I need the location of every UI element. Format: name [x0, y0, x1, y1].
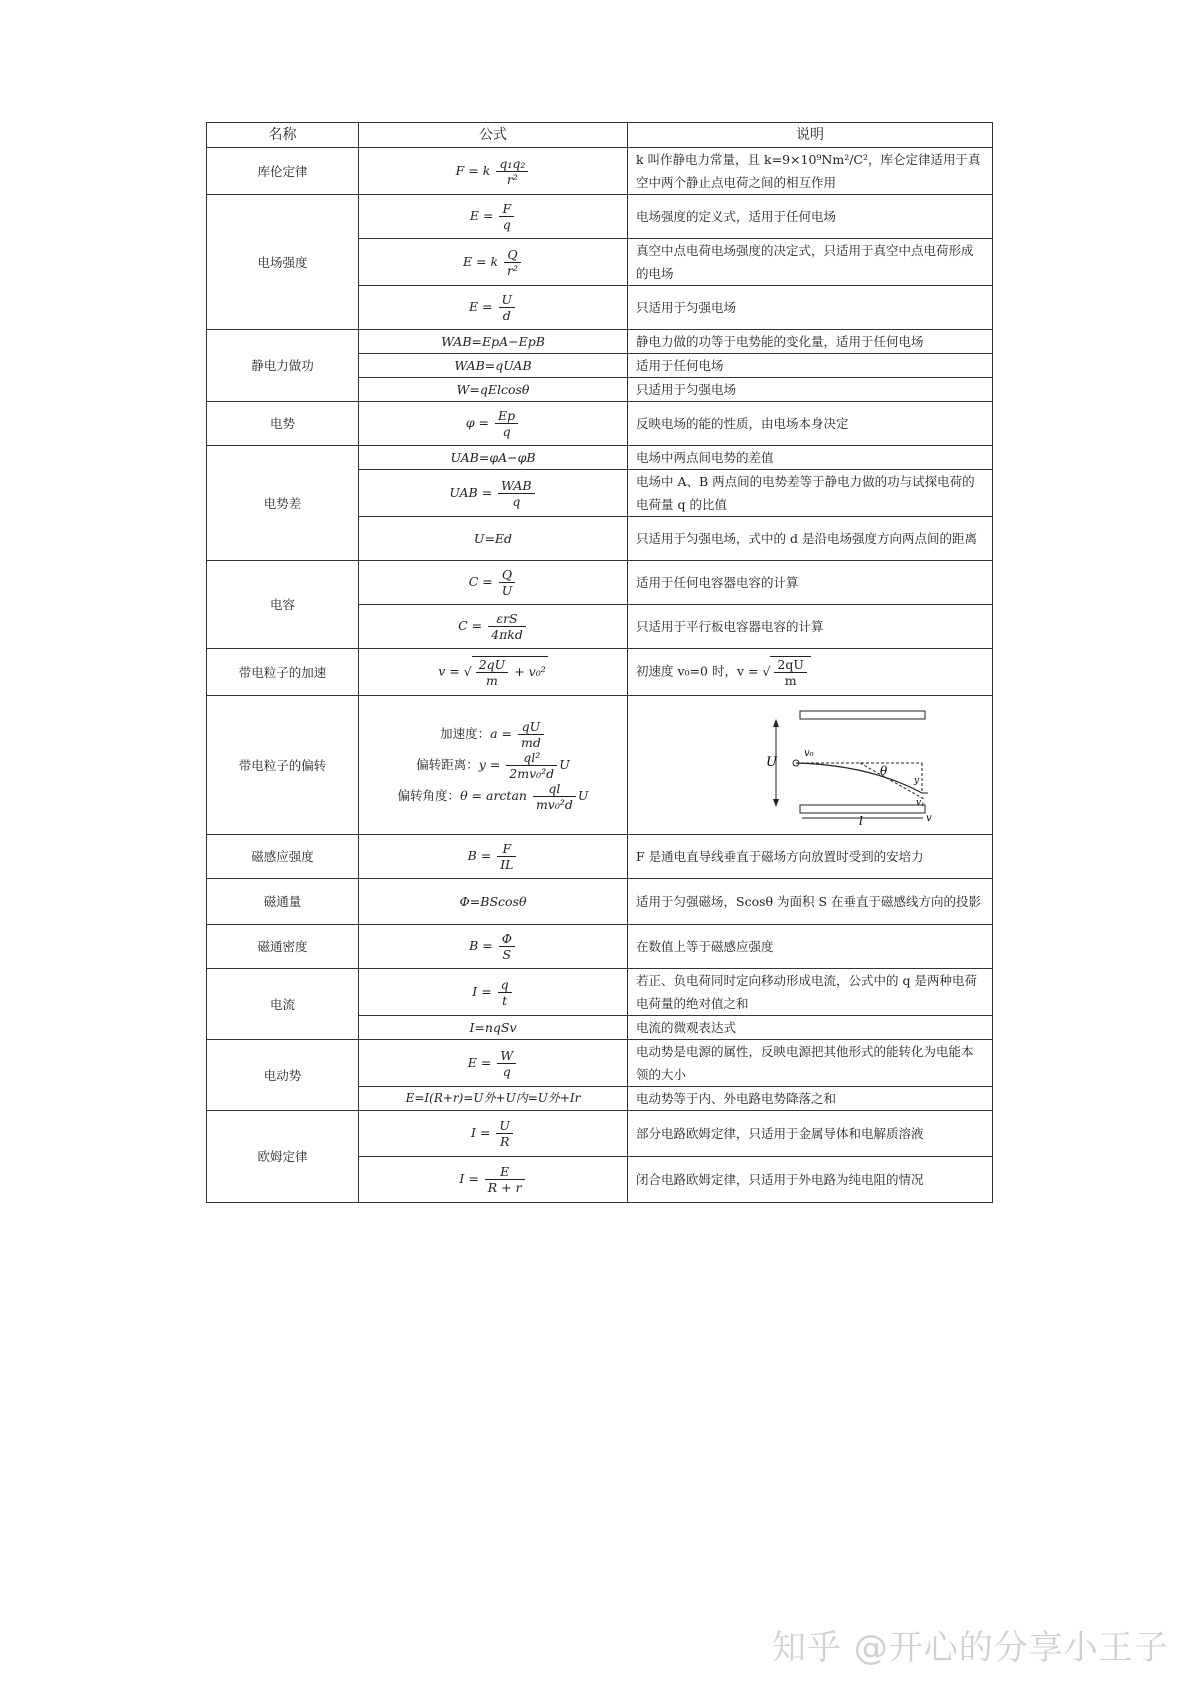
formula-lhs: E = [469, 208, 494, 223]
radicand [472, 656, 548, 688]
denominator: q [502, 424, 511, 439]
description-cell: 电场中 A、B 两点间的电势差等于静电力做的功与试探电荷的电荷量 q 的比值 [628, 470, 993, 517]
formula-tail: U [577, 787, 589, 803]
vy-label: vᵧ [916, 797, 925, 808]
formula-cell [359, 1040, 628, 1087]
v-label: v [926, 812, 932, 824]
denominator: 4πkd [491, 627, 523, 642]
table-row [207, 1111, 993, 1157]
y-label: y [914, 775, 920, 786]
description-cell: 真空中点电荷电场强度的决定式，只适用于真空中点电荷形成的电场 [628, 239, 993, 286]
table-row [207, 195, 993, 239]
fraction [498, 478, 534, 509]
formula-cell [359, 1157, 628, 1203]
denominator: S [502, 947, 512, 962]
fraction [496, 1118, 513, 1149]
lower-plate [800, 805, 925, 813]
header-description: 说明 [628, 123, 993, 148]
trajectory [796, 763, 922, 793]
formula-cell [359, 239, 628, 286]
denominator: m [784, 673, 797, 688]
table-row [207, 649, 993, 696]
v0-label: v₀ [804, 747, 814, 759]
formula-cell [359, 696, 628, 835]
description-cell: 闭合电路欧姆定律，只适用于外电路为纯电阻的情况 [628, 1157, 993, 1203]
description-cell: F 是通电直导线垂直于磁场方向放置时受到的安培力 [628, 835, 993, 879]
denominator: R [499, 1134, 510, 1149]
numerator: F [497, 841, 516, 857]
formula-lhs: a = [490, 725, 513, 741]
numerator: U [496, 1118, 513, 1134]
fraction [495, 408, 518, 439]
denominator: mv₀²d [535, 796, 573, 812]
formula-lhs: B = [469, 938, 493, 953]
numerator: Q [499, 567, 516, 583]
watermark: 知乎 @开心的分享小王子 [772, 1628, 1169, 1668]
description-cell: 电场强度的定义式，适用于任何电场 [628, 195, 993, 239]
formula-lhs: E = [467, 1054, 492, 1070]
formula-cell: WAB=qUAB [359, 354, 628, 378]
description-cell: 电动势是电源的属性，反映电源把其他形式的能转化为电能本领的大小 [628, 1040, 993, 1087]
description-cell: 部分电路欧姆定律，只适用于金属导体和电解质溶液 [628, 1111, 993, 1157]
description-cell: k 叫作静电力常量，且 k=9×10⁹Nm²/C²，库仑定律适用于真空中两个静止点电荷之间的相互作用 [628, 148, 993, 195]
voltage-label: U [766, 754, 777, 770]
numerator: Φ [499, 931, 515, 947]
formula-cell: U=Ed [359, 517, 628, 561]
fraction [496, 156, 528, 187]
denominator: r² [507, 262, 519, 278]
table-row [207, 561, 993, 605]
description-cell: 适用于任何电容器电容的计算 [628, 561, 993, 605]
row-name: 电流 [207, 969, 359, 1040]
formula-cell [359, 470, 628, 517]
numerator: ql² [506, 750, 557, 766]
radicand [770, 656, 811, 688]
formula-lhs: I = [471, 1125, 491, 1140]
row-name: 电势差 [207, 446, 359, 561]
formula-cell [359, 649, 628, 696]
formula-cell [359, 925, 628, 969]
formula-lhs: E = [468, 299, 493, 314]
formula-lhs: E = k [462, 253, 499, 269]
table-row [207, 148, 993, 195]
description-cell: 只适用于匀强电场 [628, 286, 993, 330]
fraction [533, 781, 576, 812]
formula-cell: UAB=φA−φB [359, 446, 628, 470]
table-row [207, 835, 993, 879]
description-cell: 若正、负电荷同时定向移动形成电流，公式中的 q 是两种电荷电荷量的绝对值之和 [628, 969, 993, 1016]
upper-plate [800, 711, 925, 719]
formula-line [367, 719, 619, 750]
formula-cell: E=I(R+r)=U外+U内=U外+Ir [359, 1087, 628, 1111]
description-cell: 只适用于匀强电场 [628, 378, 993, 402]
formula-lhs: UAB = [449, 484, 493, 500]
table-row [207, 925, 993, 969]
fraction [488, 611, 526, 642]
numerator: F [499, 201, 514, 217]
formula-cell: I=nqSv [359, 1016, 628, 1040]
formula-tail: U [559, 756, 570, 772]
fraction [497, 841, 516, 872]
row-name: 带电粒子的加速 [207, 649, 359, 696]
formula-lhs: I = [459, 1171, 479, 1186]
table-row [207, 446, 993, 470]
formula-lhs: B = [467, 848, 492, 863]
denominator: t [502, 992, 508, 1008]
table-row [207, 696, 993, 835]
denominator: md [521, 734, 541, 750]
square-root: √ $\frac{2qU}{m}$ [762, 656, 810, 688]
radicand-tail: + v₀² [514, 664, 546, 679]
table-row [207, 879, 993, 925]
table-row [207, 402, 993, 446]
row-name: 电场强度 [207, 195, 359, 330]
fraction [504, 247, 521, 278]
row-name: 电动势 [207, 1040, 359, 1111]
row-name: 磁通量 [207, 879, 359, 925]
denominator: d [502, 308, 511, 323]
table-header-row [207, 123, 993, 148]
row-name: 静电力做功 [207, 330, 359, 402]
description-cell: 电场中两点间电势的差值 [628, 446, 993, 470]
fraction [774, 657, 807, 688]
arrow-head-icon [773, 719, 779, 727]
formula-label: 偏转角度： [397, 787, 461, 803]
description-cell: 反映电场的能的性质，由电场本身决定 [628, 402, 993, 446]
header-name: 名称 [207, 123, 359, 148]
denominator: r² [506, 171, 518, 187]
denominator: 2mv₀²d [509, 765, 555, 781]
description-cell: 适用于任何电场 [628, 354, 993, 378]
row-name: 库伦定律 [207, 148, 359, 195]
denominator: q [512, 493, 521, 509]
formula-cell [359, 605, 628, 649]
numerator: qU [518, 719, 544, 735]
description-cell [628, 649, 993, 696]
formula-lhs: I = [472, 983, 492, 999]
row-name: 欧姆定律 [207, 1111, 359, 1203]
formula-cell [359, 969, 628, 1016]
numerator: 2qU [774, 657, 807, 673]
numerator: εrS [488, 611, 526, 627]
formula-cell [359, 1111, 628, 1157]
numerator: 2qU [476, 657, 509, 673]
formula-label: 偏转距离： [416, 756, 479, 772]
arrow-head-icon [773, 799, 779, 807]
fraction [506, 750, 557, 781]
formula-lhs: C = [468, 574, 493, 589]
formula-lhs: θ = arctan [460, 787, 527, 803]
length-label: l [859, 813, 863, 828]
row-name: 带电粒子的偏转 [207, 696, 359, 835]
numerator: W [497, 1048, 516, 1064]
fraction [499, 292, 516, 323]
fraction [499, 931, 515, 962]
description-cell: 只适用于匀强电场，式中的 d 是沿电场强度方向两点间的距离 [628, 517, 993, 561]
denominator: q [502, 1063, 511, 1079]
numerator: E [485, 1164, 525, 1180]
fraction [476, 657, 509, 688]
formula-cell [359, 402, 628, 446]
description-cell: 电动势等于内、外电路电势降落之和 [628, 1087, 993, 1111]
theta-label: θ [880, 763, 888, 778]
fraction [497, 1048, 516, 1079]
header-formula: 公式 [359, 123, 628, 148]
row-name: 磁通密度 [207, 925, 359, 969]
table-row [207, 969, 993, 1016]
denominator: U [501, 583, 513, 598]
formula-cell: WAB=EpA−EpB [359, 330, 628, 354]
formula-lhs: φ = [465, 415, 490, 430]
fraction [498, 977, 512, 1008]
description-cell: 电流的微观表达式 [628, 1016, 993, 1040]
formula-lhs: v = [438, 663, 460, 679]
description-cell: 静电力做的功等于电势能的变化量，适用于任何电场 [628, 330, 993, 354]
description-cell: 适用于匀强磁场，Scosθ 为面积 S 在垂直于磁感线方向的投影 [628, 879, 993, 925]
formula-cell [359, 286, 628, 330]
denominator: IL [500, 857, 514, 872]
description-cell: 只适用于平行板电容器电容的计算 [628, 605, 993, 649]
numerator: Ep [495, 408, 518, 424]
numerator: Q [504, 247, 521, 263]
numerator: q [498, 977, 512, 993]
formula-cell [359, 148, 628, 195]
row-name: 磁感应强度 [207, 835, 359, 879]
formula-lhs: C = [458, 618, 483, 633]
numerator: WAB [498, 478, 534, 494]
row-name: 电容 [207, 561, 359, 649]
formula-cell [359, 835, 628, 879]
deflection-diagram-cell [628, 696, 993, 835]
formula-cell: W=qElcosθ [359, 378, 628, 402]
formula-line [367, 750, 619, 781]
formula-lhs: F = k [455, 162, 491, 178]
fraction [499, 201, 514, 232]
denominator: q [502, 217, 511, 232]
table-row [207, 330, 993, 354]
formula-table [206, 122, 993, 1203]
denominator: R + r [487, 1180, 522, 1195]
description-text: 初速度 v₀=0 时，v = [636, 663, 759, 679]
numerator: ql [533, 781, 576, 797]
formula-lhs: y = [478, 756, 501, 772]
description-cell: 在数值上等于磁感应强度 [628, 925, 993, 969]
denominator: m [486, 673, 498, 688]
formula-cell: Φ=BScosθ [359, 879, 628, 925]
deflection-diagram [690, 703, 930, 828]
square-root: √ $\frac{2qU}{m}$ + v₀² [463, 657, 546, 688]
row-name: 电势 [207, 402, 359, 446]
formula-label: 加速度： [440, 725, 491, 741]
fraction [485, 1164, 525, 1195]
formula-line [367, 781, 619, 812]
numerator: q₁q₂ [496, 156, 528, 172]
formula-cell [359, 195, 628, 239]
numerator: U [499, 292, 516, 308]
fraction [499, 567, 516, 598]
formula-cell [359, 561, 628, 605]
fraction [518, 719, 544, 750]
table-row [207, 1040, 993, 1087]
